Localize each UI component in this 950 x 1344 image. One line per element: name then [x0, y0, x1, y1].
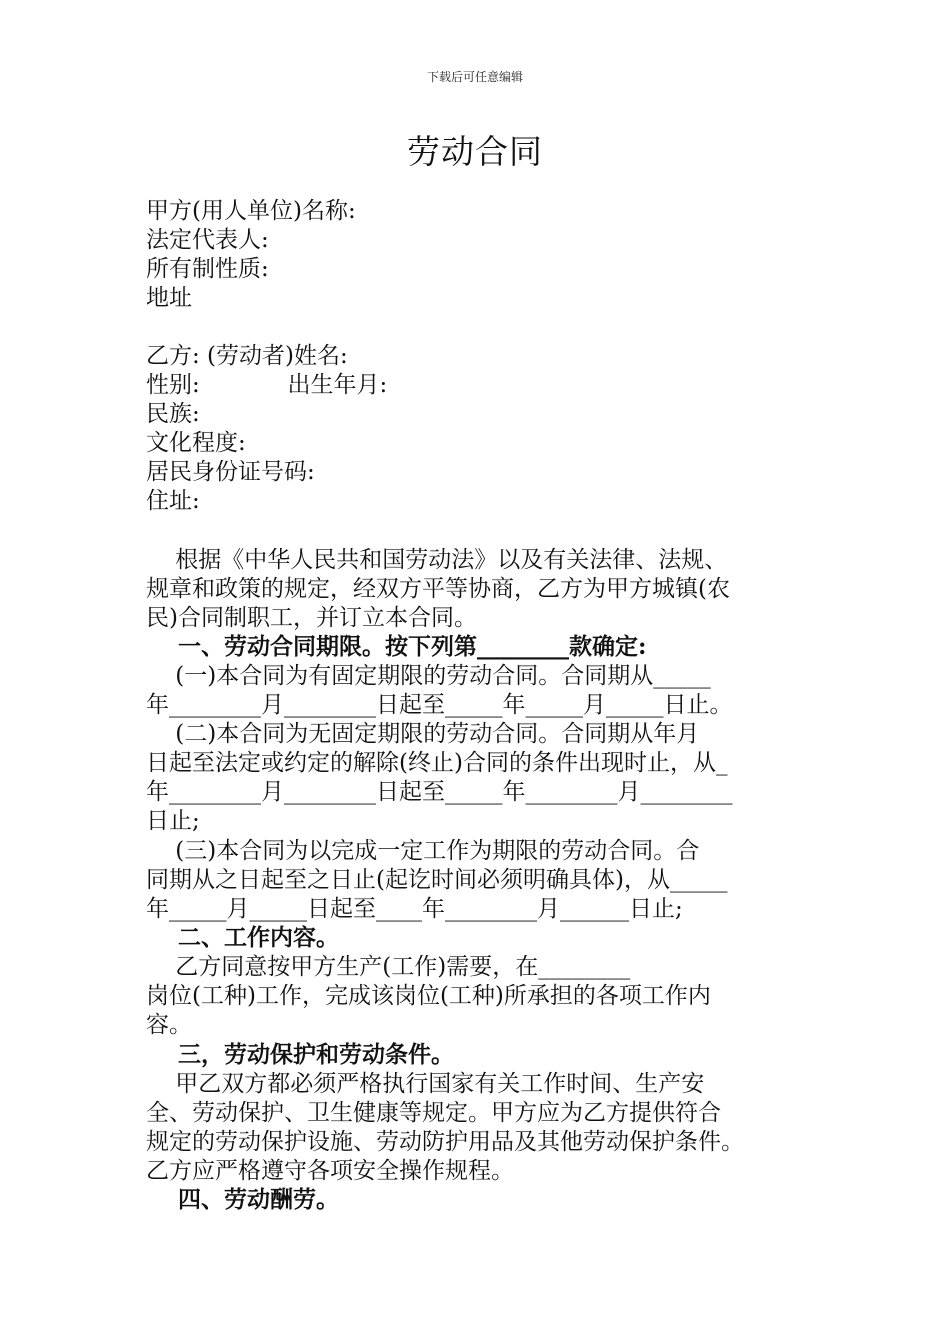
body-line: 规定的劳动保护设施、劳动防护用品及其他劳动保护条件。 [146, 1129, 744, 1155]
body-line: 日止; [146, 808, 200, 834]
section-heading-pay: 四、劳动酬劳。 [146, 1186, 340, 1213]
body-line: 岗位(工种)工作，完成该岗位(工种)所承担的各项工作内 [146, 983, 711, 1009]
party-b-ethnicity-field: 民族: [146, 401, 200, 427]
body-line: 全、劳动保护、卫生健康等规定。甲方应为乙方提供符合 [146, 1100, 721, 1126]
section-heading-protection: 三，劳动保护和劳动条件。 [146, 1041, 455, 1068]
body-line: 乙方应严格遵守各项安全操作规程。 [146, 1158, 514, 1184]
body-line: 同期从之日起至之日止(起讫时间必须明确具体)，从_____ [146, 867, 728, 893]
party-b-education-field: 文化程度: [146, 430, 246, 456]
section-heading-term: 一、劳动合同期限。按下列第________款确定: [146, 633, 647, 660]
party-a-address-field: 地址 [146, 285, 192, 311]
party-a-name-field: 甲方(用人单位)名称: [146, 198, 356, 224]
body-line: 甲乙双方都必须严格执行国家有关工作时间、生产安 [146, 1071, 705, 1097]
party-b-name-field: 乙方: (劳动者)姓名: [146, 343, 348, 369]
body-line: 规章和政策的规定，经双方平等协商，乙方为甲方城镇(农 [146, 576, 730, 602]
body-line: 根据《中华人民共和国劳动法》以及有关法律、法规、 [146, 547, 728, 573]
body-line: (一)本合同为有固定期限的劳动合同。合同期从_____ [146, 663, 711, 689]
document-title: 劳动合同 [407, 132, 543, 171]
party-b-address-field: 住址: [146, 488, 200, 514]
party-a-legal-rep-field: 法定代表人: [146, 227, 269, 253]
body-line: 乙方同意按甲方生产(工作)需要，在________ [146, 954, 631, 980]
body-line: 年________月________日起至_____年_____月_____日止。 [146, 692, 733, 718]
party-b-gender-birth-field: 性别: 出生年月: [146, 372, 388, 398]
body-line: 日起至法定或约定的解除(终止)合同的条件出现时止，从_ [146, 750, 728, 776]
body-line: (二)本合同为无固定期限的劳动合同。合同期从年月 [146, 721, 700, 747]
party-b-id-number-field: 居民身份证号码: [146, 459, 315, 485]
body-line: (三)本合同为以完成一定工作为期限的劳动合同。合 [146, 838, 700, 864]
body-line: 年_____月_____日起至____年________月______日止; [146, 896, 683, 922]
header-note: 下载后可任意编辑 [426, 70, 523, 84]
body-line: 容。 [146, 1012, 192, 1038]
party-a-ownership-field: 所有制性质: [146, 256, 269, 282]
section-heading-work: 二、工作内容。 [146, 924, 340, 951]
body-line: 民)合同制职工，并订立本合同。 [146, 605, 477, 631]
body-line: 年________月________日起至_____年________月________ [146, 779, 733, 805]
